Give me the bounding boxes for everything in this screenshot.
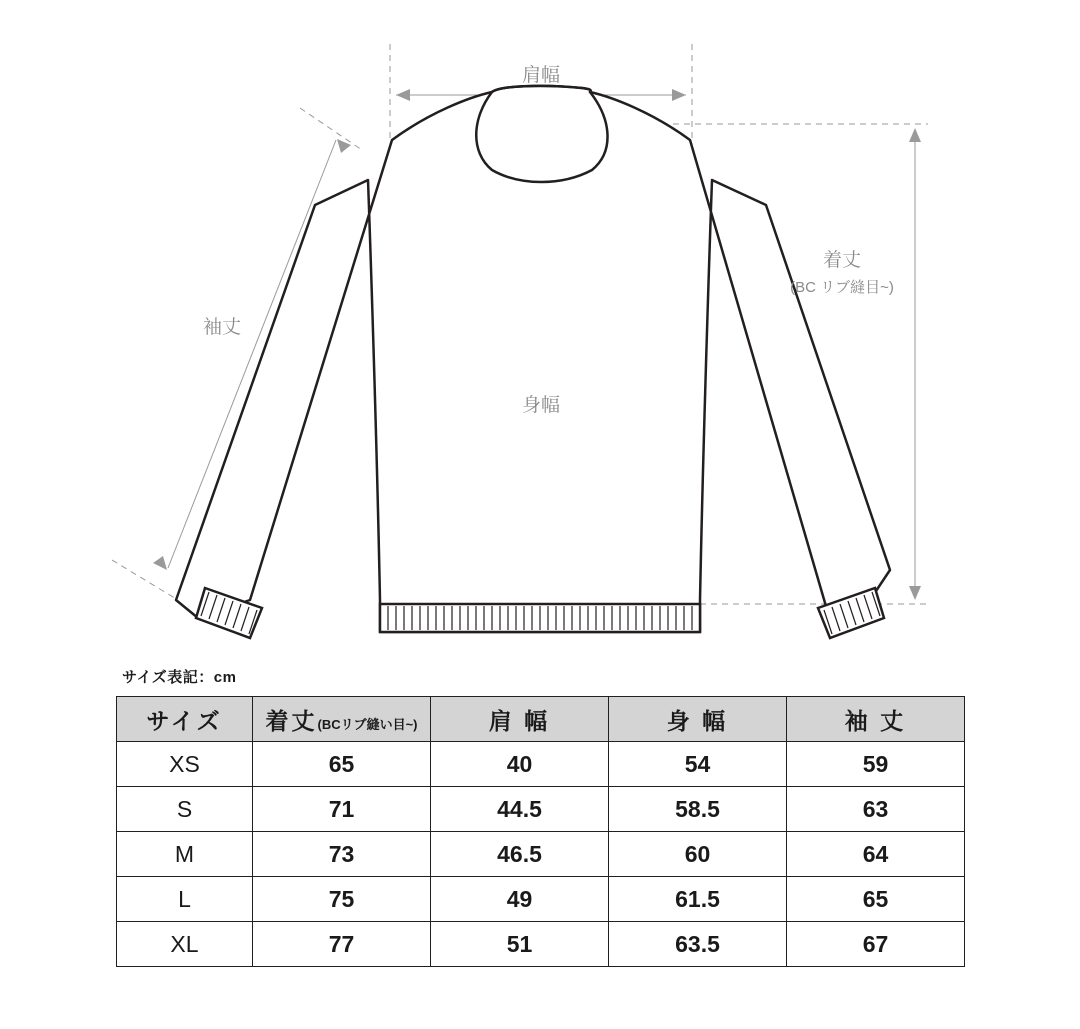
collar (476, 86, 607, 182)
row-size-label: S (117, 787, 253, 832)
column-header-body-length-text: 着丈 (265, 707, 318, 734)
size-table (116, 696, 965, 967)
cell-body-length: 71 (253, 787, 431, 832)
column-header-shoulder (431, 697, 609, 742)
cell-shoulder: 40 (431, 742, 609, 787)
table-row (117, 787, 965, 832)
table-header-row (117, 697, 965, 742)
size-table-container (116, 696, 964, 967)
cell-body-width: 58.5 (609, 787, 787, 832)
row-size-label: XS (117, 742, 253, 787)
cell-shoulder: 51 (431, 922, 609, 967)
column-header-body-width-text: 身 幅 (666, 707, 729, 734)
cell-body-width: 60 (609, 832, 787, 877)
column-header-shoulder-text: 肩 幅 (488, 707, 551, 734)
table-row (117, 742, 965, 787)
cell-sleeve-length: 63 (787, 787, 965, 832)
column-header-body-length (253, 697, 431, 742)
label-sleeve-length: 袖丈 (202, 317, 242, 338)
label-body-length: 着丈 (822, 250, 862, 271)
column-header-sleeve-length-text: 袖 丈 (844, 707, 907, 734)
cell-sleeve-length: 64 (787, 832, 965, 877)
cell-sleeve-length: 59 (787, 742, 965, 787)
table-row (117, 832, 965, 877)
cell-body-length: 77 (253, 922, 431, 967)
column-header-body-length-sub: (BCリブ縫い目~) (317, 716, 418, 732)
column-header-size (117, 697, 253, 742)
waist-rib (380, 604, 700, 632)
size-unit-note: サイズ表記：cm (122, 669, 237, 686)
cell-body-width: 54 (609, 742, 787, 787)
cell-body-length: 75 (253, 877, 431, 922)
row-size-label: L (117, 877, 253, 922)
cell-body-width: 63.5 (609, 922, 787, 967)
cell-body-width: 61.5 (609, 877, 787, 922)
label-shoulder: 肩幅 (521, 65, 561, 86)
cell-shoulder: 49 (431, 877, 609, 922)
row-size-label: M (117, 832, 253, 877)
cell-body-length: 65 (253, 742, 431, 787)
cell-sleeve-length: 67 (787, 922, 965, 967)
column-header-sleeve-length (787, 697, 965, 742)
label-body-width: 身幅 (521, 395, 561, 416)
cell-shoulder: 46.5 (431, 832, 609, 877)
label-body-length-note: (BC リブ縫目~) (790, 279, 894, 296)
cell-shoulder: 44.5 (431, 787, 609, 832)
column-header-size-text: サイズ (146, 707, 223, 734)
column-header-body-width (609, 697, 787, 742)
cell-sleeve-length: 65 (787, 877, 965, 922)
table-row (117, 922, 965, 967)
cell-body-length: 73 (253, 832, 431, 877)
row-size-label: XL (117, 922, 253, 967)
table-row (117, 877, 965, 922)
